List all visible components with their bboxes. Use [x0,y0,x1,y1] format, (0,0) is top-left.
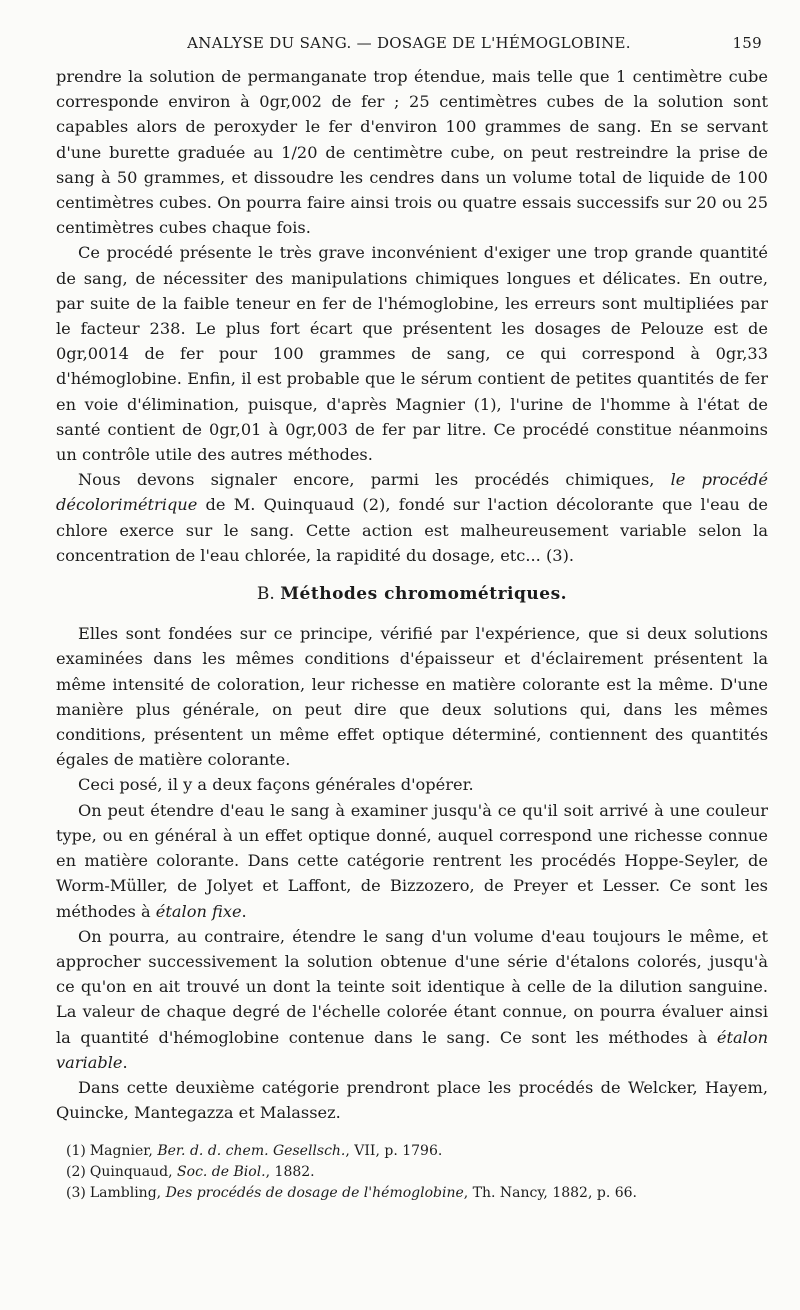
italic-term: le procédé décolorimétrique [56,470,768,515]
section-heading [56,582,768,607]
footnote: (1) Magnier, Ber. d. d. chem. Gesellsch., VII, p. 1796. [66,1143,443,1160]
paragraph-3: Nous devons signaler encore, parmi les procédés chimiques, le procédé décolorimétrique de M. Quinquaud (2), fondé sur l'action décolorante que l'eau de chlore exerce sur le sang. Cette action est malheureusement variable selon la concentration de l'eau chlorée, la rapidité du dosage, etc... (3). [56,470,768,565]
footnote: (2) Quinquaud, Soc. de Biol., 1882. [66,1164,315,1181]
paragraph-4: Elles sont fondées sur ce principe, vérifié par l'expérience, que si deux solutions examinées dans les mêmes conditions d'épaisseur et d'éclairement présentent la même intensité de coloration, leur richesse en matière colorante est la même. D'une manière plus générale, on peut dire que deux solutions qui, dans les mêmes conditions, présentent un même effet optique déterminé, contiennent des quantités égales de matière colorante. [56,624,768,770]
italic-term: étalon variable [56,1027,768,1072]
footnote: (3) Lambling, Des procédés de dosage de l'hémoglobine, Th. Nancy, 1882, p. 66. [66,1185,637,1202]
running-title: ANALYSE DU SANG. — DOSAGE DE L'HÉMOGLOBINE. [187,34,631,52]
paragraph-7: On pourra, au contraire, étendre le sang d'un volume d'eau toujours le même, et approcher successivement la solution obtenue d'une série d'étalons colorés, jusqu'à ce qu'on en ait trouvé un dont la teinte soit identique à celle de la dilution sanguine. La valeur de chaque degré de l'échelle colorée étant connue, on pourra évaluer ainsi la quantité d'hémoglobine contenue dans le sang. Ce sont les méthodes à étalon variable. [56,926,768,1072]
italic-term: étalon fixe [155,901,242,921]
paragraph-1: prendre la solution de permanganate trop étendue, mais telle que 1 centimètre cube corresponde environ à 0gr,002 de fer ; 25 centimètres cubes de la solution sont capables alors de peroxyder le fer d'environ 100 grammes de sang. En se servant d'une burette graduée au 1/20 de centimètre cube, on peut restreindre la prise de sang à 50 grammes, et dissoudre les cendres dans un volume total de liquide de 100 centimètres cubes. On pourra faire ainsi trois ou quatre essais successifs sur 20 ou 25 centimètres cubes chaque fois. [56,67,768,238]
paragraph-8: Dans cette deuxième catégorie prendront place les procédés de Welcker, Hayem, Quincke, Mantegazza et Malassez. [56,1077,768,1123]
paragraph-5: Ceci posé, il y a deux façons générales d'opérer. [78,775,474,795]
paragraph-6: On peut étendre d'eau le sang à examiner jusqu'à ce qu'il soit arrivé à une couleur type, ou en général à un effet optique donné, auquel correspond une richesse connue en matière colorante. Dans cette catégorie rentrent les procédés Hoppe-Seyler, de Worm-Müller, de Jolyet et Laffont, de Bizzozero, de Preyer et Lesser. Ce sont les méthodes à étalon fixe. [56,800,768,921]
running-header [56,34,762,58]
section-title: Méthodes chromométriques. [280,584,568,605]
page-number: 159 [732,34,762,52]
paragraph-2: Ce procédé présente le très grave inconvénient d'exiger une trop grande quantité de sang, de nécessiter des manipulations chimiques longues et délicates. En outre, par suite de la faible teneur en fer de l'hémoglobine, les erreurs sont multipliées par le facteur 238. Le plus fort écart que présentent les dosages de Pelouze est de 0gr,0014 de fer pour 100 grammes de sang, ce qui correspond à 0gr,33 d'hémoglobine. Enfin, il est probable que le sérum contient de petites quantités de fer en voie d'élimination, puisque, d'après Magnier (1), l'urine de l'homme à l'état de santé contient de 0gr,01 à 0gr,003 de fer par litre. Ce procédé constitue néanmoins un contrôle utile des autres méthodes. [56,243,768,465]
page-body [56,64,768,1204]
section-letter: B. [256,584,275,605]
footnotes [56,1141,768,1204]
